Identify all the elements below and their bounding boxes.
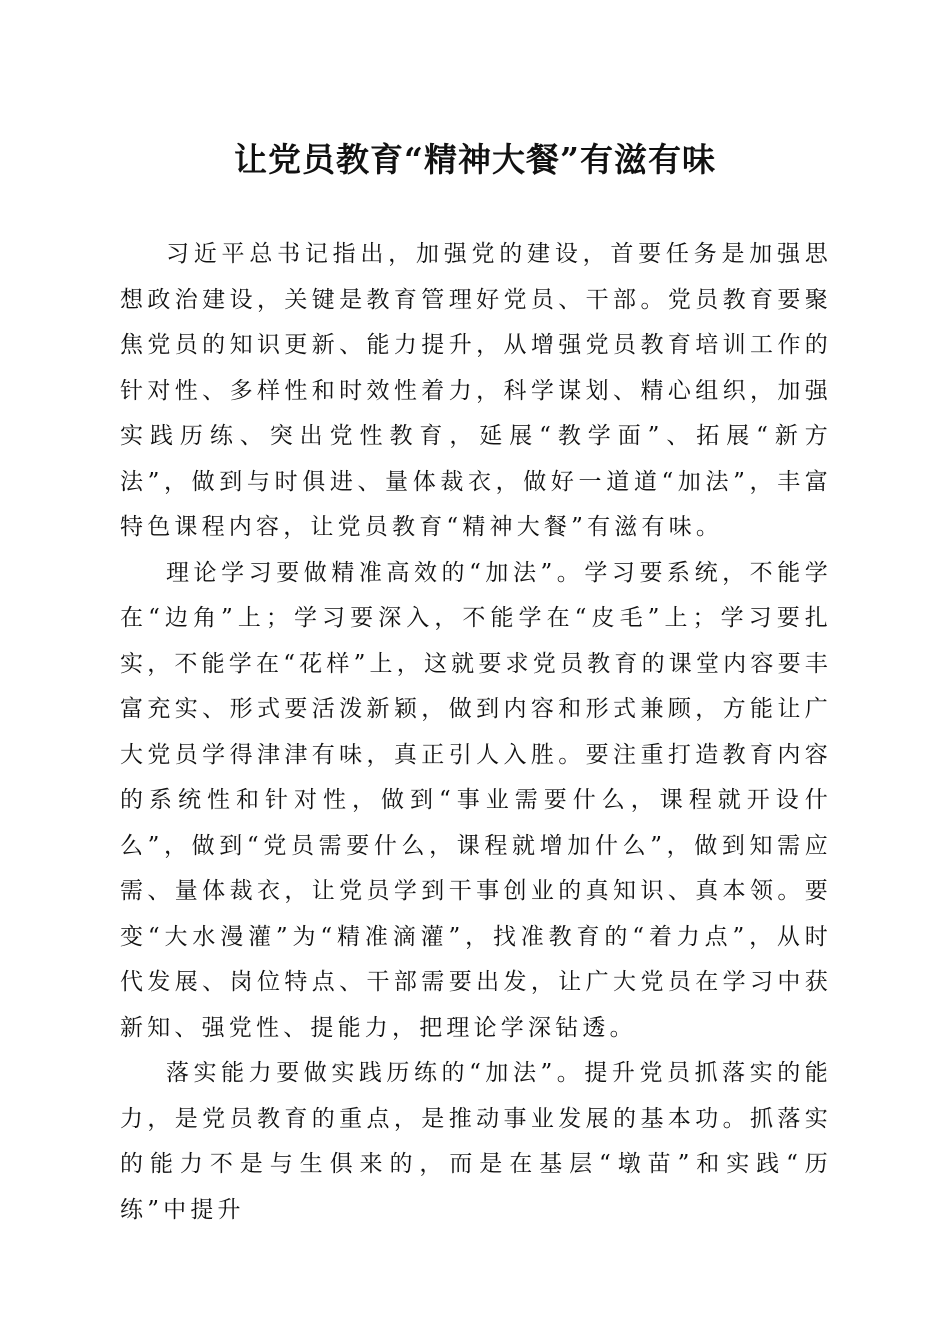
paragraph-intro: 习近平总书记指出，加强党的建设，首要任务是加强思想政治建设，关键是教育管理好党员、干部。党员教育要聚焦党员的知识更新、能力提升，从增强党员教育培训工作的针对性、多样性和时效性着力，科学谋划、精心组织，加强实践历练、突出党性教育，延展“教学面”、拓展“新方法”，做到与时俱进、量体裁衣，做好一道道“加法”，丰富特色课程内容，让党员教育“精神大餐”有滋有味。 [120,241,832,540]
document-body [120,232,832,1233]
paragraph-practice-ability: 落实能力要做实践历练的“加法”。提升党员抓落实的能力，是党员教育的重点，是推动事业发展的基本功。抓落实的能力不是与生俱来的，而是在基层“墩苗”和实践“历练”中提升 [120,1060,832,1223]
paragraph-theory-study: 理论学习要做精准高效的“加法”。学习要系统，不能学在“边角”上；学习要深入，不能学在“皮毛”上；学习要扎实，不能学在“花样”上，这就要求党员教育的课堂内容要丰富充实、形式要活泼新颖，做到内容和形式兼顾，方能让广大党员学得津津有味，真正引人入胜。要注重打造教育内容的系统性和针对性，做到“事业需要什么，课程就开设什么”，做到“党员需要什么，课程就增加什么”，做到知需应需、量体裁衣，让党员学到干事创业的真知识、真本领。要变“大水漫灌”为“精准滴灌”，找准教育的“着力点”，从时代发展、岗位特点、干部需要出发，让广大党员在学习中获新知、强党性、提能力，把理论学深钻透。 [120,559,832,1041]
document-title: 让党员教育“精神大餐”有滋有味 [234,140,716,179]
